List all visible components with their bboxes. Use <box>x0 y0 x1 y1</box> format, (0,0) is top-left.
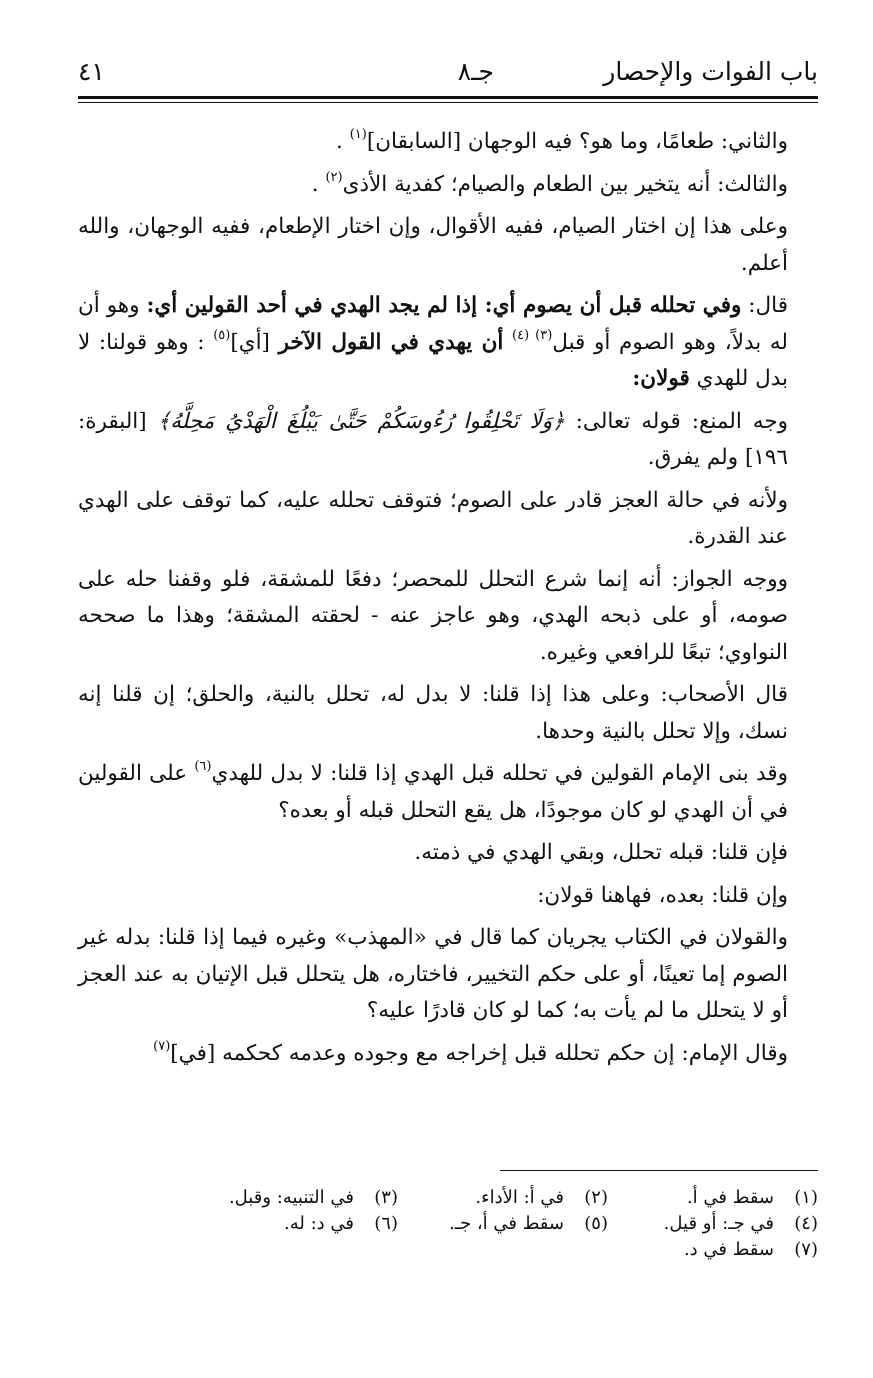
footnote-ref: (٦) <box>194 759 212 774</box>
text-run: على القولين في أن الهدي لو كان موجودًا، هل يقع التحلل قبله أو بعده؟ <box>78 761 788 823</box>
paragraph <box>78 209 818 282</box>
matn-text: وفي تحلله قبل أن يصوم أي: إذا لم يجد الهدي في أحد القولين أي: <box>146 293 742 318</box>
footnote-text: في التنبيه: وقبل. <box>228 1187 354 1208</box>
paragraph <box>78 835 818 872</box>
footnote <box>608 1211 818 1237</box>
text-run: قال: <box>741 293 788 318</box>
text-run: ولأنه في حالة العجز قادر على الصوم؛ فتوقف تحلله عليه، كما توقف على الهدي عند القدرة. <box>78 487 788 549</box>
paragraph <box>78 124 818 161</box>
text-run: والثالث: أنه يتخير بين الطعام والصيام؛ كفدية الأذى <box>342 171 788 197</box>
text-run: وعلى هذا إن اختار الصيام، ففيه الأقوال، وإن اختار الإطعام، ففيه الوجهان، والله أعلم. <box>78 214 788 276</box>
book-page <box>78 52 818 1352</box>
footnote-text: في أ: الأداء. <box>475 1187 564 1208</box>
text-run: وقد بنى الإمام القولين في تحلله قبل الهدي إذا قلنا: لا بدل للهدي <box>211 761 789 786</box>
volume-label: جـ٨ <box>457 57 494 86</box>
footnote-number: (٢) <box>584 1187 608 1208</box>
footnote <box>188 1185 398 1211</box>
text-run: فإن قلنا: قبله تحلل، وبقي الهدي في ذمته. <box>414 840 788 865</box>
paragraph <box>78 167 818 204</box>
text-run: ووجه الجواز: أنه إنما شرع التحلل للمحصر؛ دفعًا للمشقة، فلو وقفنا حله على صومه، أو على ذبحه الهدي، وهو عاجز عنه - لحقته المشقة؛ وهذا ما صححه النواوي؛ تبعًا للرافعي وغيره. <box>78 566 788 665</box>
footnote-text: سقط في د. <box>683 1239 774 1260</box>
footnote-ref: (٢) <box>325 169 343 185</box>
footnote-ref: (١) <box>349 127 367 142</box>
footnote-text: سقط في أ، جـ. <box>449 1213 564 1234</box>
running-header <box>78 52 818 92</box>
footnote-row <box>78 1211 818 1237</box>
paragraph <box>78 878 818 915</box>
text-run: والقولان في الكتاب يجريان كما قال في «المهذب» وغيره فيما إذا قلنا: بدله غير الصوم إما تعينًا، أو على حكم التخيير، فاختاره، هل يتحلل قبل الإتيان به عند العجز أو لا يتحلل ما لم يأت به؛ كما لو كان قادرًا عليه؟ <box>78 925 788 1023</box>
page-number: ٤١ <box>78 57 105 86</box>
footnote-number: (٥) <box>584 1213 608 1234</box>
footnote-number: (٧) <box>794 1239 818 1260</box>
footnote-row <box>78 1185 818 1211</box>
paragraph <box>78 1036 818 1073</box>
text-run: قال الأصحاب: وعلى هذا إذا قلنا: لا بدل له، تحلل بالنية، والحلق؛ إن قلنا إنه نسك، وإلا تحلل بالنية وحدها. <box>78 682 788 744</box>
text-run: وهو أن له بدلاً، وهو الصوم أو قبل <box>78 293 788 355</box>
footnote <box>188 1211 398 1237</box>
text-run: . <box>336 129 350 154</box>
footnote-number: (٦) <box>374 1213 398 1234</box>
quran-verse: ﴿وَلَا تَحْلِقُوا رُءُوسَكُمْ حَتَّىٰ يَبْلُغَ الْهَدْيُ مَحِلَّهُ﴾ <box>157 408 565 434</box>
footnote-number: (٤) <box>794 1213 818 1234</box>
text-run: والثاني: طعامًا، وما هو؟ فيه الوجهان [السابقان] <box>366 129 788 154</box>
paragraph <box>78 404 818 477</box>
footnote-text: سقط في أ. <box>686 1187 774 1208</box>
main-text <box>78 124 818 1078</box>
text-run: وجه المنع: قوله تعالى: <box>564 408 789 434</box>
paragraph <box>78 288 818 398</box>
text-run: . <box>311 171 326 197</box>
text-run: وقال الإمام: إن حكم تحلله قبل إخراجه مع وجوده وعدمه كحكمه [في] <box>170 1040 788 1066</box>
footnote-ref: (٣) (٤) <box>512 327 553 343</box>
footnote <box>398 1211 608 1237</box>
paragraph <box>78 920 818 1030</box>
text-run: : وهو قولنا: لا بدل للهدي <box>78 329 788 391</box>
footnote-text: في جـ: أو قيل. <box>663 1213 774 1234</box>
footnote-ref: (٧) <box>153 1038 171 1054</box>
matn-text: قولان: <box>632 366 690 391</box>
footnote-row <box>78 1237 818 1263</box>
paragraph <box>78 677 818 750</box>
text-run: وإن قلنا: بعده، فهاهنا قولان: <box>537 882 788 908</box>
chapter-title: باب الفوات والإحصار <box>603 57 818 86</box>
text-run: [أي] <box>230 329 279 355</box>
footnote <box>398 1185 608 1211</box>
text-run: [البقرة: ١٩٦] ولم يفرق. <box>78 408 788 470</box>
footnote-number: (٣) <box>374 1187 398 1208</box>
footnotes <box>78 1185 818 1263</box>
footnote <box>608 1185 818 1211</box>
footnote-ref: (٥) <box>213 327 231 343</box>
paragraph <box>78 483 818 556</box>
text-run <box>503 330 512 355</box>
footnote-separator <box>500 1170 818 1171</box>
footnote-text: في د: له. <box>284 1213 354 1234</box>
footnote-number: (١) <box>794 1187 818 1208</box>
footnote <box>608 1237 818 1263</box>
paragraph <box>78 562 818 672</box>
header-rule-thin <box>78 102 818 103</box>
paragraph <box>78 756 818 829</box>
matn-text: أن يهدي في القول الآخر <box>278 329 504 355</box>
header-rule-thick <box>78 96 818 99</box>
